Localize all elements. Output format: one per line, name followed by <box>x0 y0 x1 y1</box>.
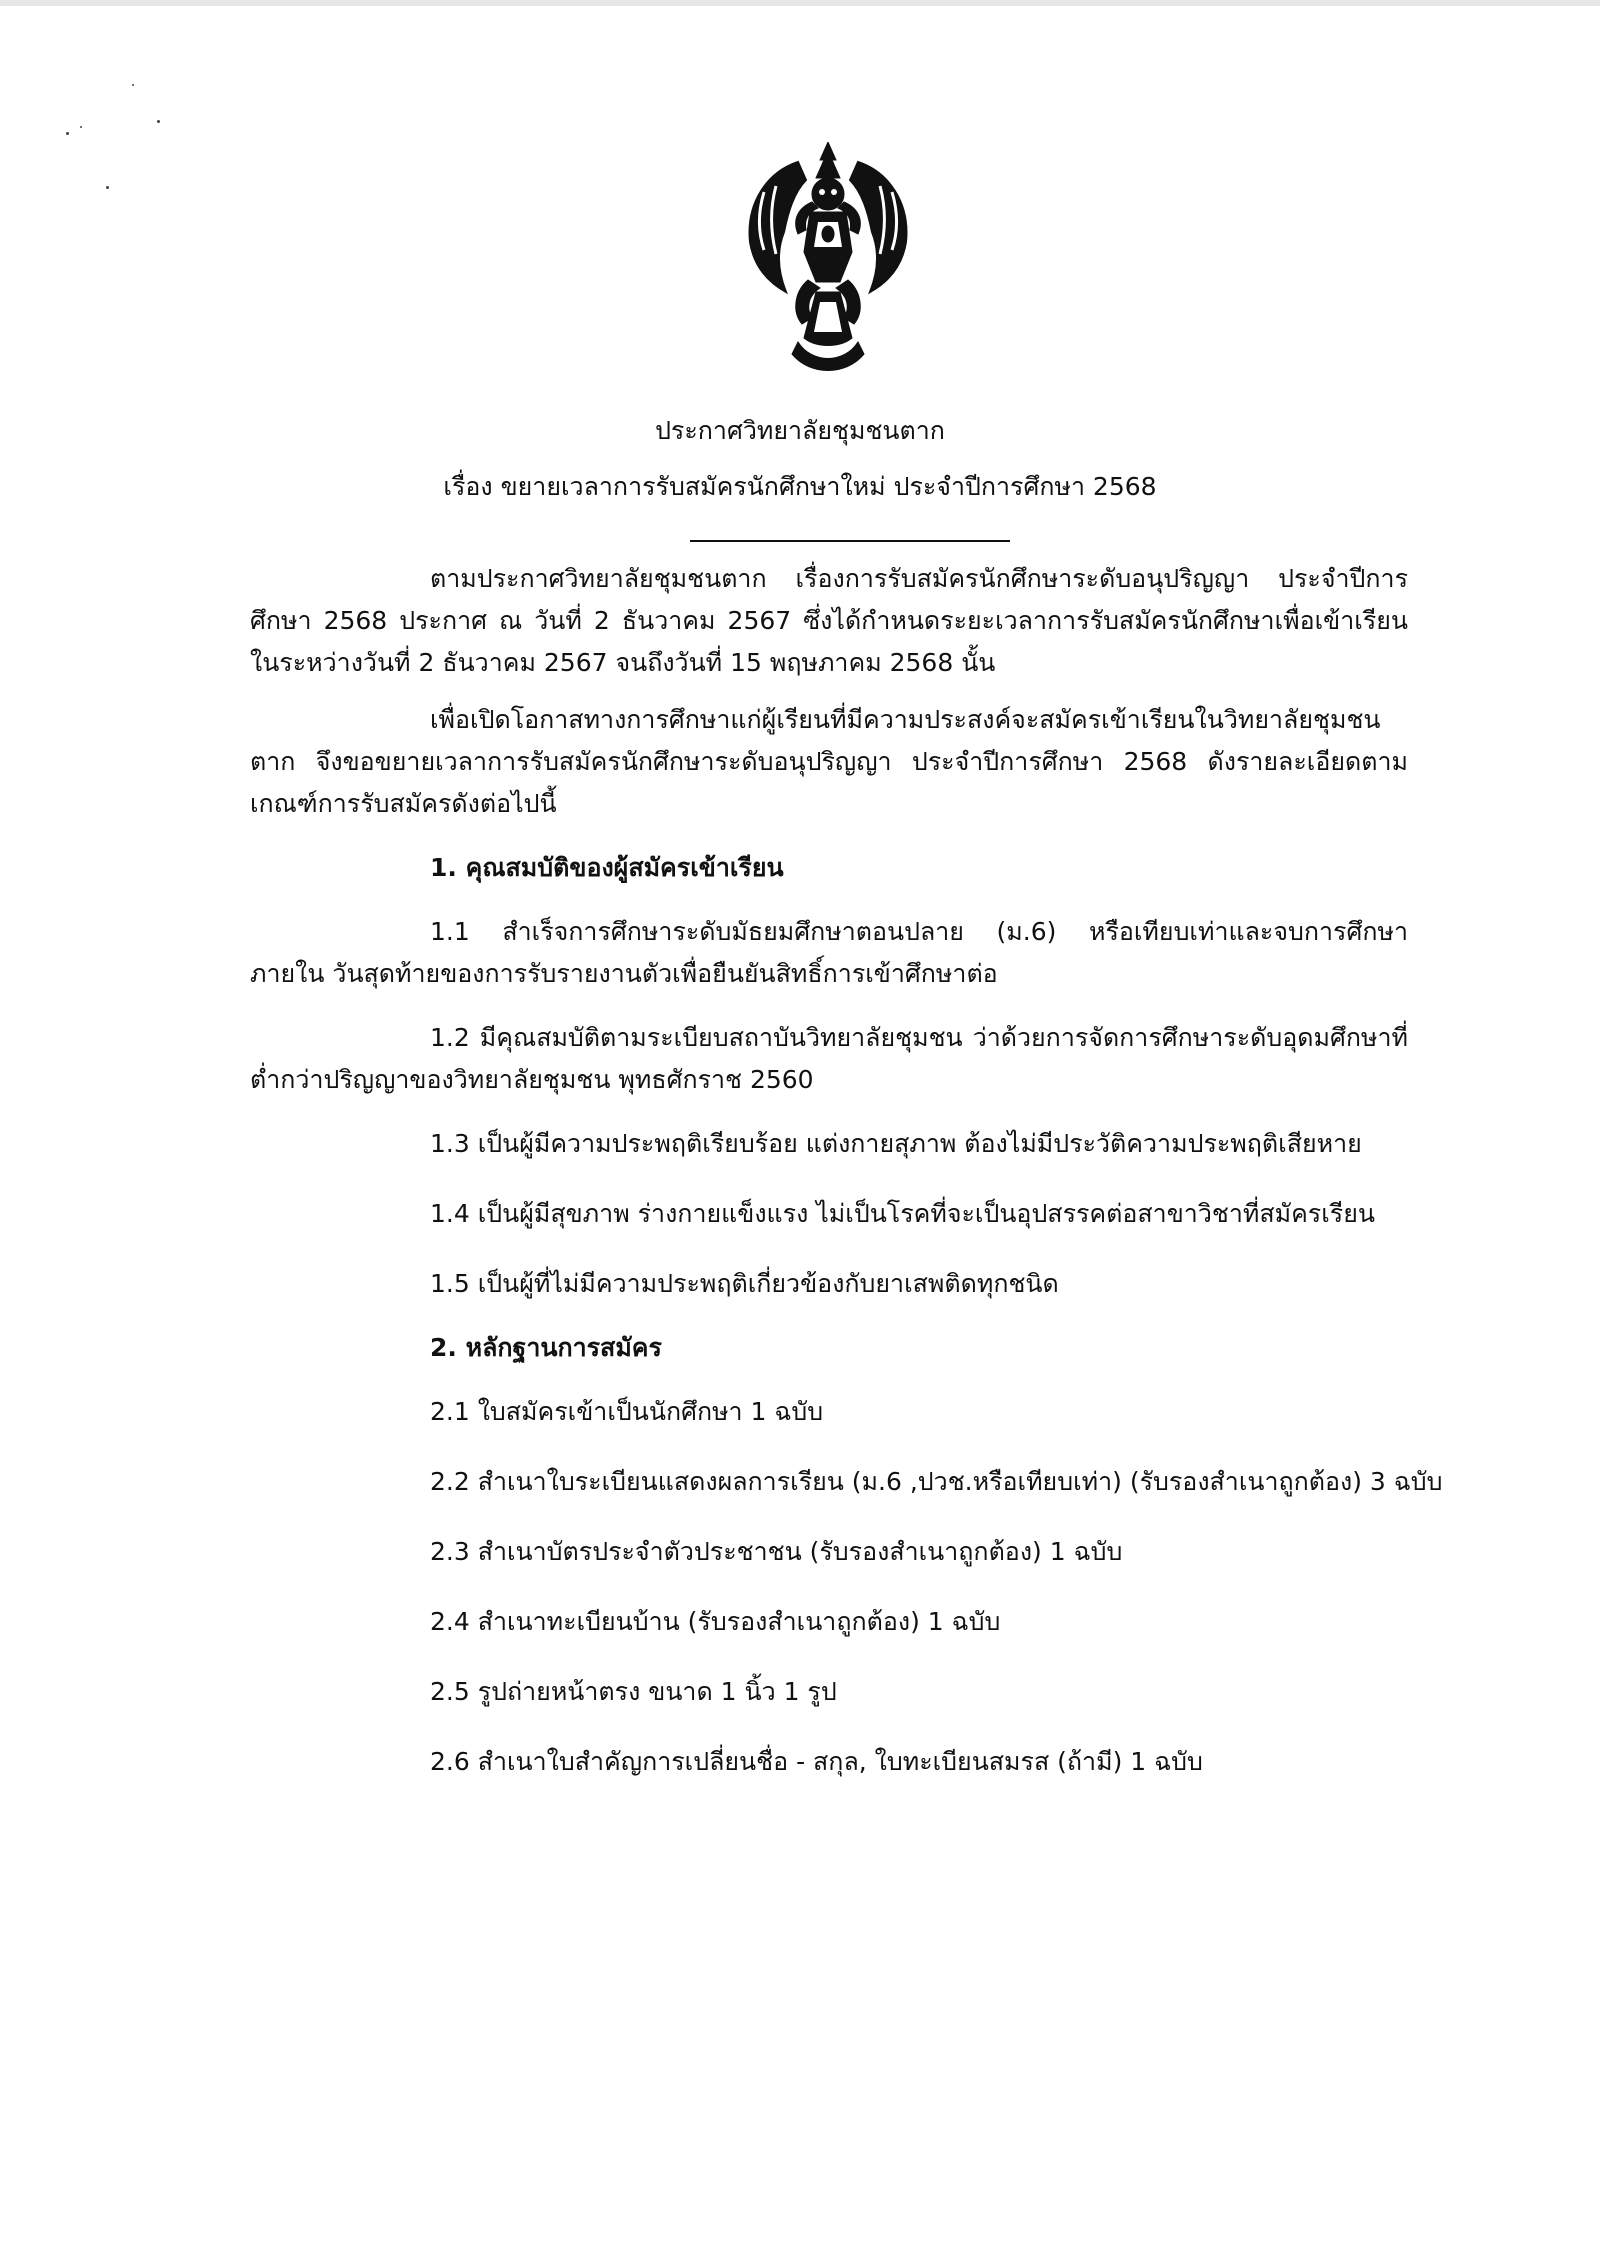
qualification-item: 1.1 สำเร็จการศึกษาระดับมัธยมศึกษาตอนปลาย (ม.6) หรือเทียบเท่าและจบการศึกษาภายใน วันสุดท้ายของการรับรายงานตัวเพื่อยืนยันสิทธิ์การเข้าศึกษาต่อ <box>250 917 1408 988</box>
qualification-item: 1.2 มีคุณสมบัติตามระเบียบสถาบันวิทยาลัยชุมชน ว่าด้วยการจัดการศึกษาระดับอุดมศึกษาที่ต่ำกว่าปริญญาของวิทยาลัยชุมชน พุทธศักราช 2560 <box>250 1023 1408 1094</box>
document-organization: ประกาศวิทยาลัยชุมชนตาก <box>655 416 945 445</box>
qualification-item: 1.3 เป็นผู้มีความประพฤติเรียบร้อย แต่งกายสุภาพ ต้องไม่มีประวัติความประพฤติเสียหาย <box>430 1129 1362 1158</box>
scan-speck <box>80 126 82 128</box>
scan-speck <box>157 120 160 123</box>
scan-speck <box>106 186 109 189</box>
document-requirement-item: 2.5 รูปถ่ายหน้าตรง ขนาด 1 นิ้ว 1 รูป <box>430 1677 837 1706</box>
document-requirement-item: 2.6 สำเนาใบสำคัญการเปลี่ยนชื่อ - สกุล, ใบทะเบียนสมรส (ถ้ามี) 1 ฉบับ <box>430 1747 1203 1776</box>
section-1-heading: 1. คุณสมบัติของผู้สมัครเข้าเรียน <box>430 853 784 882</box>
document-requirement-item: 2.2 สำเนาใบระเบียนแสดงผลการเรียน (ม.6 ,ปวช.หรือเทียบเท่า) (รับรองสำเนาถูกต้อง) 3 ฉบับ <box>430 1467 1443 1496</box>
document-body <box>250 558 1443 1811</box>
qualification-item: 1.5 เป็นผู้ที่ไม่มีความประพฤติเกี่ยวข้องกับยาเสพติดทุกชนิด <box>430 1269 1059 1298</box>
intro-paragraph-1: ตามประกาศวิทยาลัยชุมชนตาก เรื่องการรับสมัครนักศึกษาระดับอนุปริญญา ประจำปีการศึกษา 2568 ประกาศ ณ วันที่ 2 ธันวาคม 2567 ซึ่งได้กำหนดระยะเวลาการรับสมัครนักศึกษาเพื่อเข้าเรียน ในระหว่างวันที่ 2 ธันวาคม 2567 จนถึงวันที่ 15 พฤษภาคม 2568 นั้น <box>250 564 1408 677</box>
section-2-heading: 2. หลักฐานการสมัคร <box>430 1333 662 1362</box>
document-requirement-item: 2.1 ใบสมัครเข้าเป็นนักศึกษา 1 ฉบับ <box>430 1397 824 1426</box>
garuda-emblem-icon <box>728 142 928 377</box>
scan-top-edge <box>0 0 1600 6</box>
document-requirement-item: 2.3 สำเนาบัตรประจำตัวประชาชน (รับรองสำเนาถูกต้อง) 1 ฉบับ <box>430 1537 1123 1566</box>
document-requirement-item: 2.4 สำเนาทะเบียนบ้าน (รับรองสำเนาถูกต้อง) 1 ฉบับ <box>430 1607 1001 1636</box>
qualification-item: 1.4 เป็นผู้มีสุขภาพ ร่างกายแข็งแรง ไม่เป็นโรคที่จะเป็นอุปสรรคต่อสาขาวิชาที่สมัครเรียน <box>430 1199 1375 1228</box>
header-divider <box>690 540 1010 542</box>
intro-paragraph-2: เพื่อเปิดโอกาสทางการศึกษาแก่ผู้เรียนที่มีความประสงค์จะสมัครเข้าเรียนในวิทยาลัยชุมชนตาก จึงขอขยายเวลาการรับสมัครนักศึกษาระดับอนุปริญญา ประจำปีการศึกษา 2568 ดังรายละเอียดตามเกณฑ์การรับสมัครดังต่อไปนี้ <box>250 705 1408 818</box>
scan-speck <box>66 132 69 135</box>
scan-speck <box>132 84 134 86</box>
document-subject: เรื่อง ขยายเวลาการรับสมัครนักศึกษาใหม่ ประจำปีการศึกษา 2568 <box>443 472 1157 501</box>
